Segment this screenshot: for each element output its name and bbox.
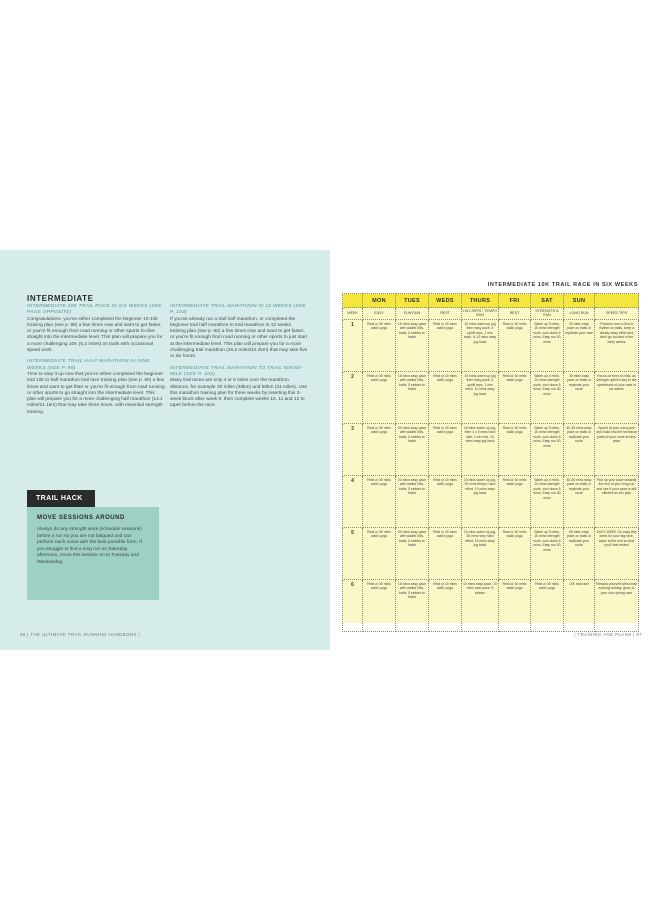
plan-description: If you've already run a trail half marathon, or completed the beginner trail half marathon to trail marathon in 12 weeks training plan (see p. 92) a few times now and want to get faster, or you're fit enough from road running or other sports to just start at the intermediate level. This plan will prepare you for a more challenging trail marathon (26.2 miles/42.2km) that may take five or six hours. <box>170 316 308 360</box>
session-cell: Rest or 30 mins walk/ yoga <box>499 424 531 476</box>
session-cell: 20 mins easy pace with added hills, trails, 5 strides to finish <box>396 528 429 580</box>
session-type-header: HILL REPS / TEMPO RUN <box>462 308 499 320</box>
session-cell: Rest or 30 mins walk/ yoga <box>429 528 462 580</box>
trail-hack-tab: TRAIL HACK <box>27 490 95 507</box>
session-cell: Rest or 30 mins walk/ yoga <box>429 424 462 476</box>
session-cell: 10 mins warm up jog then easy pace, 4 uphill reps, 1 min each, 6-10 mins easy jog back <box>462 320 499 372</box>
week-row <box>343 424 639 476</box>
session-cell: 10 mins warm up jog then easy pace, 6 uphill reps, 1 min each, 10 mins easy jog back <box>462 372 499 424</box>
session-cell: 15 mins warm up jog, 30 mins tempo, hard effort, 10 mins easy jog back <box>462 476 499 528</box>
session-type-header: STRENGTH & RUN <box>531 308 564 320</box>
session-cell: Rest or 30 mins walk/ yoga <box>429 320 462 372</box>
day-header: MON <box>363 294 396 308</box>
session-type-header: FUN RUN <box>396 308 429 320</box>
week-row <box>343 372 639 424</box>
session-type-header: WEEK <box>343 308 363 320</box>
left-folio: 96 | THE ULTIMATE TRAIL RUNNING HANDBOOK | <box>20 632 141 637</box>
session-cell: Rest or 30 mins walk/ yoga <box>499 476 531 528</box>
week-row <box>343 320 639 372</box>
session-type-header: LONG RUN <box>564 308 595 320</box>
section-heading: INTERMEDIATE <box>27 294 94 303</box>
trail-hack-title: MOVE SESSIONS AROUND <box>37 515 125 521</box>
plan-subheading: INTERMEDIATE 10K TRAIL RACE IN SIX WEEKS (SEE PAGE OPPOSITE) <box>27 304 162 316</box>
week-number: 4 <box>343 476 363 528</box>
week-row <box>343 580 639 632</box>
session-cell: Rest or 30 mins walk/ yoga <box>531 580 564 632</box>
right-page <box>330 250 660 650</box>
session-cell: Rest or 30 mins walk/ yoga <box>499 372 531 424</box>
week-row <box>343 528 639 580</box>
day-header: SUN <box>564 294 595 308</box>
speed-tip-cell: Focus on form on hills, as strength uphill is key to the speedwork of your race in six weeks <box>595 372 639 424</box>
session-cell: Warm up 5 mins, 20 mins strength work, cool down 5 mins, Easy run 30 mins <box>531 320 564 372</box>
session-cell: Rest or 30 mins walk/ yoga <box>363 320 396 372</box>
corner-cell <box>343 294 363 308</box>
session-cell: 15 mins easy pace with added hills, trails, 5 strides to finish <box>396 372 429 424</box>
week-number: 3 <box>343 424 363 476</box>
plan-table-title: INTERMEDIATE 10K TRAIL RACE IN SIX WEEKS <box>487 282 638 288</box>
session-cell: Rest or 30 mins walk/ yoga <box>363 476 396 528</box>
session-cell: 20 mins easy pace with added hills, trails, 5 strides to finish <box>396 424 429 476</box>
trail-hack-text: Always do any strength work (schedule sessions) before a run so you are not fatigued and can perform each move with the best possible form. If you struggle to find a long run on Saturday afternoon, move this session on to Tuesday and Wednesday. <box>37 527 142 565</box>
session-cell: Rest or 30 mins walk/ yoga <box>429 476 462 528</box>
plan-subheading: INTERMEDIATE TRAIL MARATHON TO TRAIL 50K/50-MILE (SEE P. 102) <box>170 365 303 377</box>
plan-subheading: INTERMEDIATE TRAIL MARATHON IN 12 WEEKS (SEE P. 104) <box>170 304 306 316</box>
session-cell: 40-45 mins easy pace on trails or replicate your route <box>564 424 595 476</box>
session-cell: Warm up 5 mins, 20 mins strength work, cool down 5 mins, Easy run 30 mins <box>531 372 564 424</box>
week-number: 2 <box>343 372 363 424</box>
session-cell: Rest or 30 mins walk/ yoga <box>499 528 531 580</box>
session-cell: 10K trail race <box>564 580 595 632</box>
plan-subheading: INTERMEDIATE TRAIL HALF MARATHON IN NINE WEEKS (SEE P. 98) <box>27 359 151 371</box>
day-header: THURS <box>462 294 499 308</box>
left-page <box>0 250 330 650</box>
session-cell: 20 mins easy pace with added hills, trails, 5 strides to finish <box>396 476 429 528</box>
session-cell: Rest or 30 mins walk/ yoga <box>429 580 462 632</box>
session-cell: 15 mins easy pace with added hills, trails, 5 strides to finish <box>396 320 429 372</box>
book-spread <box>0 250 660 650</box>
session-cell: Rest or 30 mins walk/ yoga <box>499 580 531 632</box>
session-cell: Rest or 30 mins walk/ yoga <box>363 372 396 424</box>
session-cell: 30 mins easy pace on trails or replicate your race <box>564 320 595 372</box>
plan-description: Time to step it up now that you've either completed the beginner trail 10k to half marathon trail race training plan (see p. 90) a few times and want to get fitter or you're fit enough from road running or other sports to go straight into the intermediate level. This plan will prepare you for a more challenging half marathon (13.1 miles/21.1km) that may take three hours, with essential strength training. <box>27 371 165 415</box>
day-header: TUES <box>396 294 429 308</box>
week-number: 5 <box>343 528 363 580</box>
session-cell: Rest or 30 mins walk/ yoga <box>363 528 396 580</box>
session-cell: 10 mins easy pace, 10 mins race pace, 5 strides <box>462 580 499 632</box>
day-header: FRI <box>499 294 531 308</box>
week-number: 1 <box>343 320 363 372</box>
speed-tip-cell: EASY WEEK Go easy this week for your big race, taper at the end so that you'll feel rested <box>595 528 639 580</box>
session-cell: 15 mins warm up jog, 30 mins very hard effort, 15 mins easy jog back <box>462 528 499 580</box>
session-cell: Rest or 30 mins walk/ yoga <box>429 372 462 424</box>
trail-hack-box <box>27 507 159 600</box>
speed-tip-cell: Pick up your pace towards the end of your long run and see if your pace is still efficient as per plan <box>595 476 639 528</box>
day-header: WEDS <box>429 294 462 308</box>
right-folio: | TRAINING AND PLANS | 97 <box>574 632 642 637</box>
speed-tip-cell: Practice how to find a rhythm on trails, keep a steady easy effort and don't go too fast in the early weeks <box>595 320 639 372</box>
session-cell: Warm up 5 mins, 20 mins strength work, cool down 5 mins, Easy run 30 mins <box>531 424 564 476</box>
session-cell: Rest or 30 mins walk/ yoga <box>363 424 396 476</box>
week-row <box>343 476 639 528</box>
right-column <box>170 304 308 415</box>
day-header: SAT <box>531 294 564 308</box>
session-cell: Rest or 30 mins walk/ yoga <box>499 320 531 372</box>
session-type-header: REST <box>499 308 531 320</box>
session-type-header: REST <box>429 308 462 320</box>
session-cell: Rest or 30 mins walk/ yoga <box>363 580 396 632</box>
session-cell: 35 mins easy pace on trails or replicate your route <box>564 372 595 424</box>
session-cell: 50 mins easy pace on trails or replicate your route <box>564 528 595 580</box>
week-number: 6 <box>343 580 363 632</box>
session-type-header: EASY <box>363 308 396 320</box>
session-cell: 15 mins warm up jog, then 4 x 5 mins hard with 1 min rest, 10 mins easy jog back <box>462 424 499 476</box>
session-type-header: SPEED TIPS <box>595 308 639 320</box>
training-plan-table-wrap <box>342 293 638 623</box>
session-cell: Warm up 5 mins, 20 mins strength work, cool down 5 mins, Easy run 30 mins <box>531 476 564 528</box>
day-header <box>595 294 639 308</box>
session-cell: Warm up 5 mins, 20 mins strength work, cool down 5 mins, Easy run 30 mins <box>531 528 564 580</box>
speed-tip-cell: Reward yourself with a trail running holiday, gear, or your own spring race <box>595 580 639 632</box>
session-cell: 45-50 mins easy pace on trails or replicate your route <box>564 476 595 528</box>
training-plan-table <box>342 293 639 632</box>
speed-tip-cell: Speed at your own pace and build into the technical parts of your route at race pace <box>595 424 639 476</box>
plan-description: Congratulations, you've either completed the beginner 10-10k training plan (see p. 86) a few times now and want to get faster, or you're fit enough from road running or other sports to dive straight into the intermediate level. This plan will prepare you for a more challenging 10K (6.2 miles) on trails with occasional speed work. <box>27 316 163 354</box>
session-cell: 15 mins easy pace with added hills, trails, 5 strides to finish <box>396 580 429 632</box>
left-column <box>27 304 165 421</box>
plan-description: Many trail races are only 4 or 5 miles over the marathon distance, for example 30 miles (48km) and 50km (31 miles). Use this marathon training plan for three weeks by inserting this 3-week block after week 9, then complete weeks 10, 11 and 12 to taper before the race. <box>170 378 308 409</box>
